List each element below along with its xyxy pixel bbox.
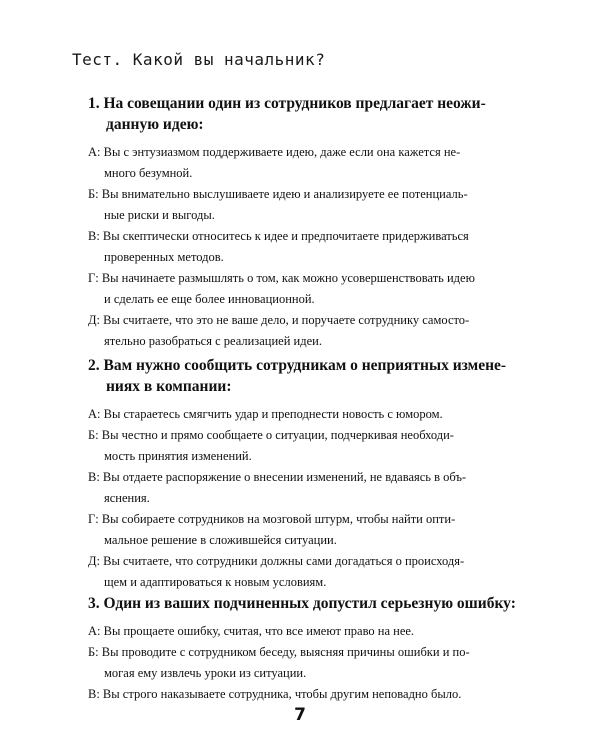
answer-line: Б: Вы честно и прямо сообщаете о ситуации, подчеркивая необходи-	[88, 428, 454, 442]
answer-line: А: Вы стараетесь смягчить удар и преподнести новость с юмором.	[88, 407, 443, 421]
question-1	[88, 93, 518, 348]
heading-line: 3. Один из ваших подчиненных допустил серьезную ошибку:	[88, 595, 516, 612]
answer-line: Д: Вы считаете, что это не ваше дело, и поручаете сотруднику самосто-	[88, 313, 470, 327]
answer-line: много безумной.	[104, 166, 193, 180]
answer-option	[88, 509, 518, 551]
answer-option	[88, 425, 518, 467]
answer-list	[88, 404, 518, 593]
question-2	[88, 355, 518, 589]
answer-line: и сделать ее еще более инновационной.	[104, 292, 315, 306]
answer-line: щем и адаптироваться к новым условиям.	[104, 575, 327, 589]
answer-list	[88, 621, 518, 705]
heading-line: ниях в компании:	[106, 378, 232, 395]
answer-line: проверенных методов.	[104, 250, 224, 264]
answer-line: Б: Вы внимательно выслушиваете идею и анализируете ее потенциаль-	[88, 187, 468, 201]
question-heading	[88, 355, 518, 397]
answer-line: мость принятия изменений.	[104, 449, 252, 463]
answer-option	[88, 684, 518, 705]
answer-option	[88, 142, 518, 184]
quiz-content	[88, 93, 518, 705]
question-3	[88, 593, 518, 705]
answer-option	[88, 310, 518, 352]
answer-line: ные риски и выгоды.	[104, 208, 215, 222]
answer-line: Д: Вы считаете, что сотрудники должны сами догадаться о происходя-	[88, 554, 465, 568]
page-title: Тест. Какой вы начальник?	[72, 50, 326, 69]
answer-option	[88, 621, 518, 642]
answer-line: Б: Вы проводите с сотрудником беседу, выясняя причины ошибки и по-	[88, 645, 470, 659]
answer-option	[88, 404, 518, 425]
heading-line: 2. Вам нужно сообщить сотрудникам о неприятных измене-	[88, 357, 507, 374]
answer-list	[88, 142, 518, 352]
answer-line: яснения.	[104, 491, 150, 505]
answer-option	[88, 184, 518, 226]
answer-line: Г: Вы собираете сотрудников на мозговой штурм, чтобы найти опти-	[88, 512, 456, 526]
answer-line: мальное решение в сложившейся ситуации.	[104, 533, 337, 547]
answer-line: В: Вы строго наказываете сотрудника, чтобы другим неповадно было.	[88, 687, 462, 701]
answer-option	[88, 467, 518, 509]
page-number: 7	[294, 705, 306, 725]
answer-option	[88, 268, 518, 310]
answer-line: А: Вы с энтузиазмом поддерживаете идею, даже если она кажется не-	[88, 145, 461, 159]
answer-option	[88, 226, 518, 268]
answer-line: ятельно разобраться с реализацией идеи.	[104, 334, 322, 348]
answer-option	[88, 551, 518, 593]
answer-line: могая ему извлечь уроки из ситуации.	[104, 666, 307, 680]
answer-option	[88, 642, 518, 684]
question-heading	[88, 93, 518, 135]
heading-line: 1. На совещании один из сотрудников предлагает неожи-	[88, 95, 486, 112]
question-heading	[88, 593, 518, 614]
answer-line: Г: Вы начинаете размышлять о том, как можно усовершенствовать идею	[88, 271, 475, 285]
heading-line: данную идею:	[106, 116, 204, 133]
answer-line: В: Вы скептически относитесь к идее и предпочитаете придерживаться	[88, 229, 469, 243]
answer-line: А: Вы прощаете ошибку, считая, что все имеют право на нее.	[88, 624, 415, 638]
answer-line: В: Вы отдаете распоряжение о внесении изменений, не вдаваясь в объ-	[88, 470, 467, 484]
